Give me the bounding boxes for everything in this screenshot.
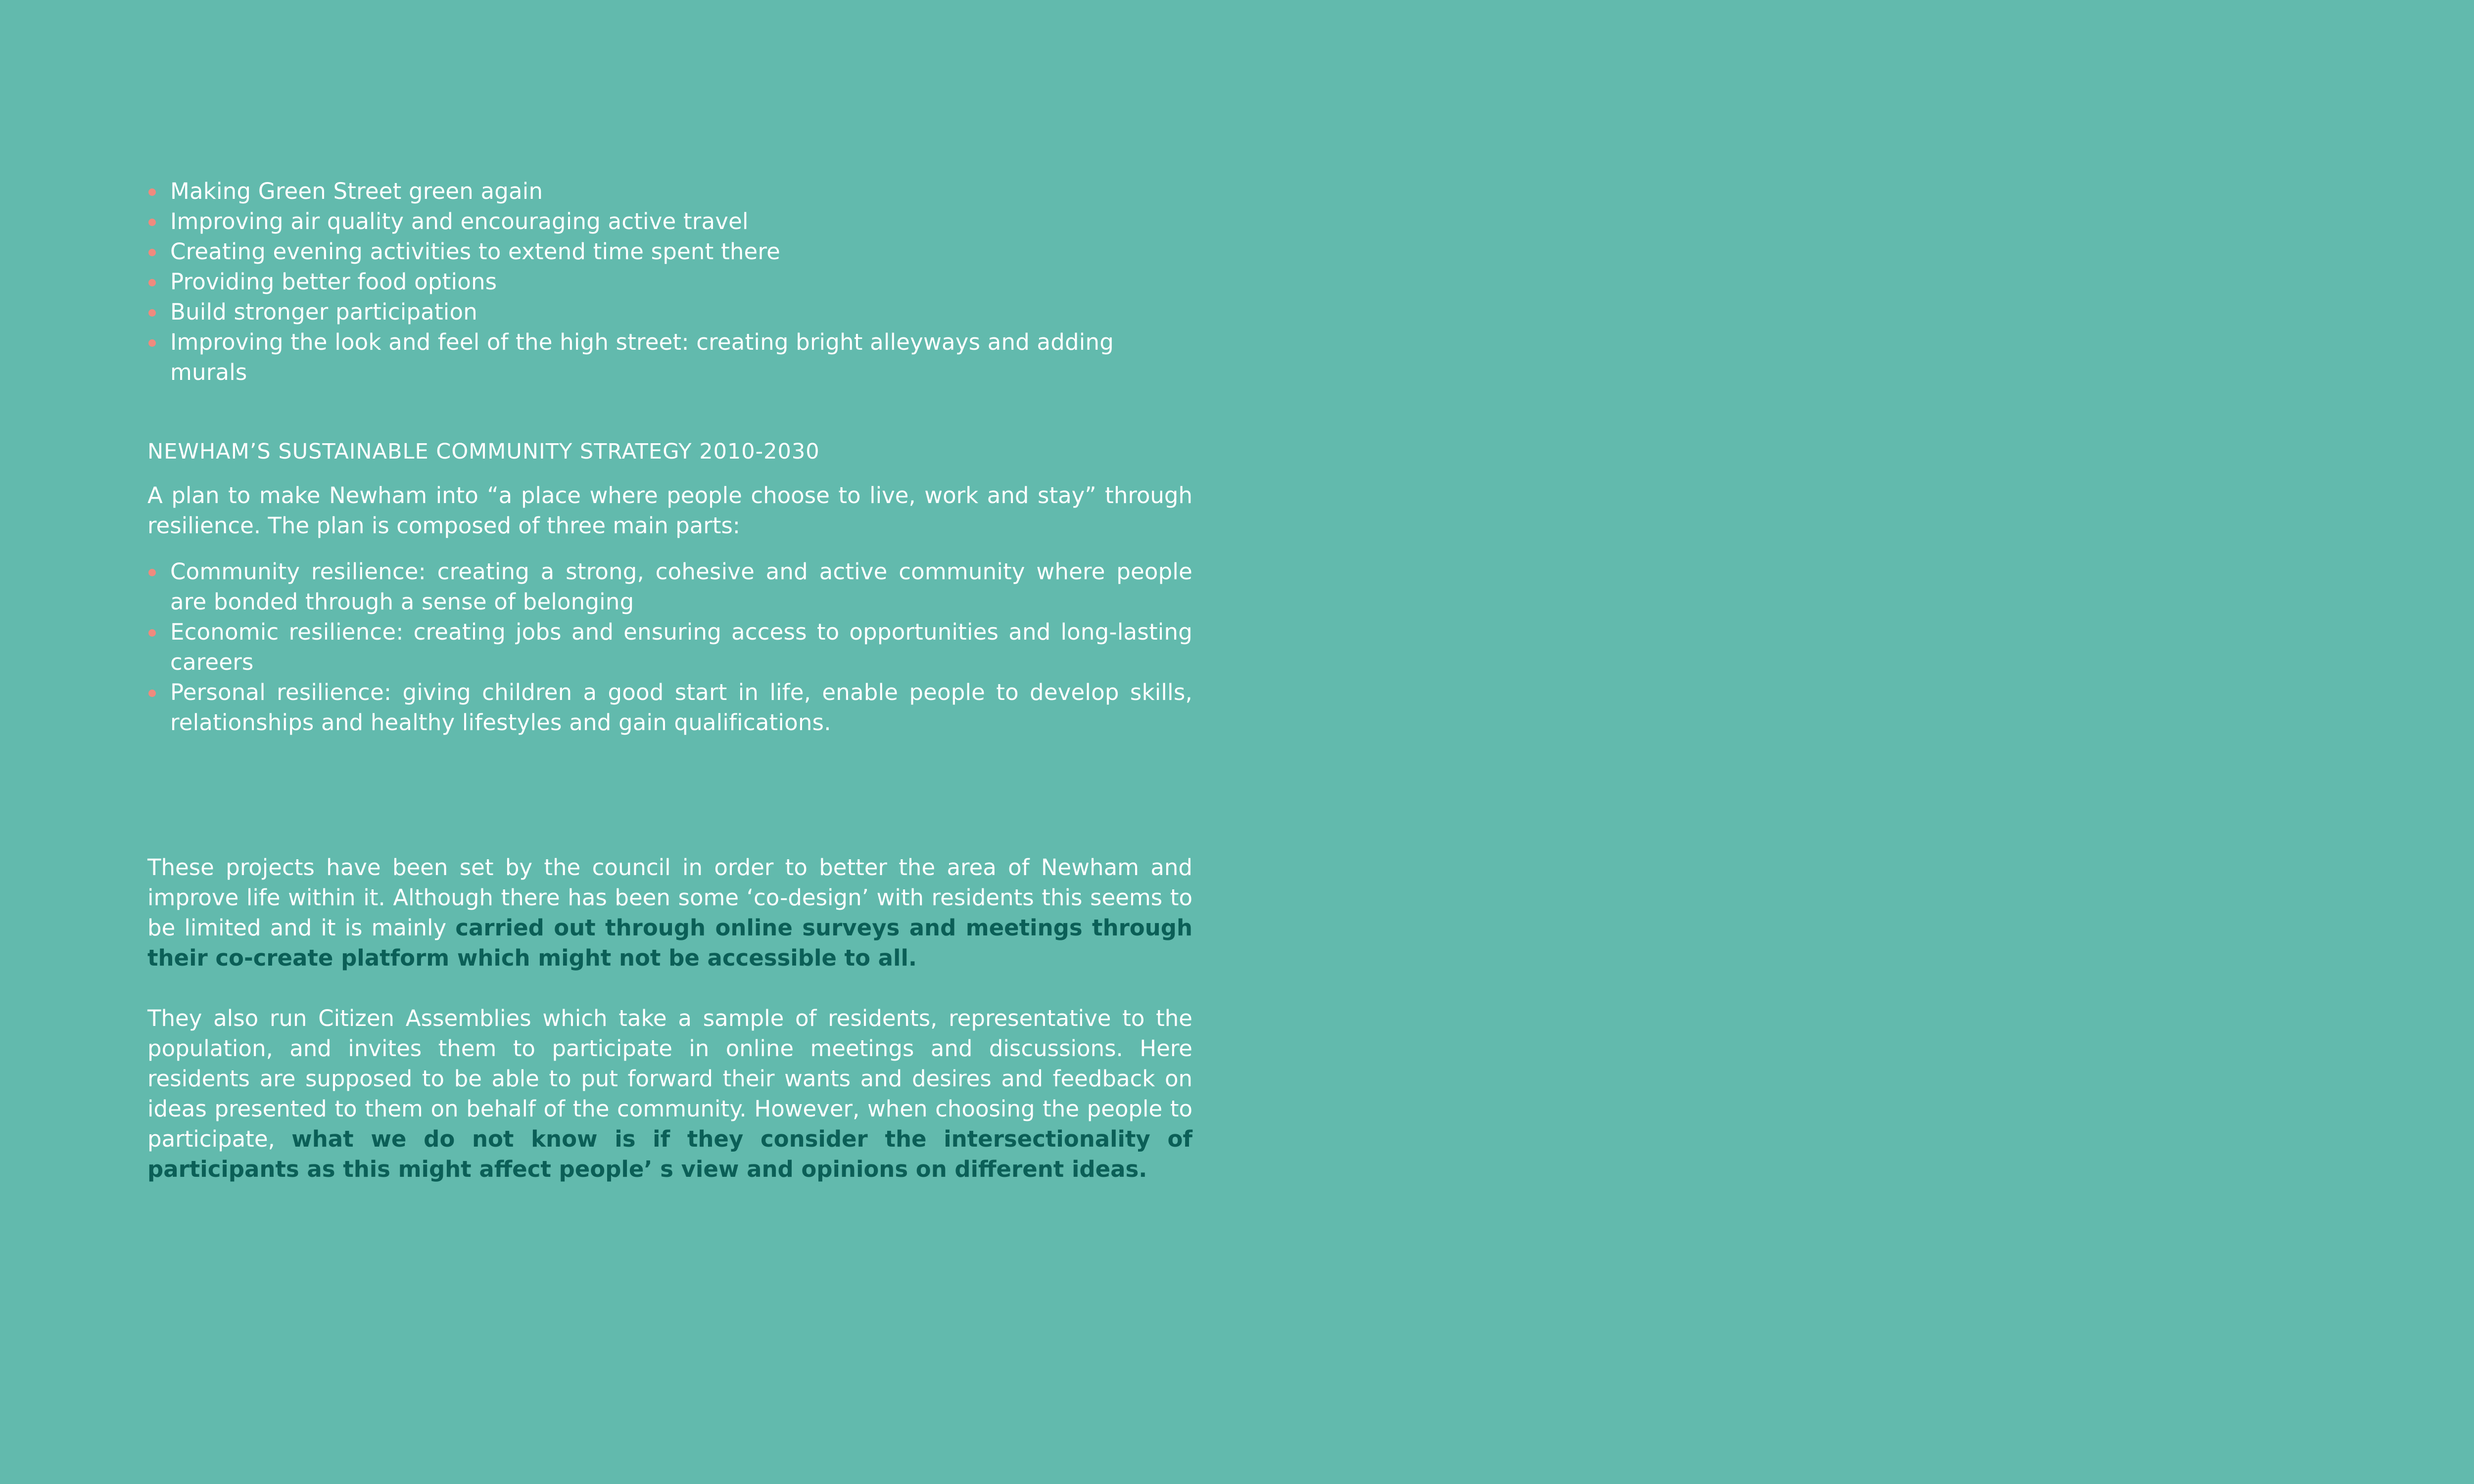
strategy-intro: A plan to make Newham into “a place where people choose to live, work and stay” through resilience. The plan is composed of three main parts: — [147, 482, 1192, 539]
bullet-icon — [148, 690, 156, 697]
list-item-text: Providing better food options — [170, 269, 497, 295]
list-item-text: Making Green Street green again — [170, 178, 543, 204]
list-item — [147, 236, 1192, 267]
document-content — [147, 176, 1192, 1184]
projects-paragraph — [147, 852, 1192, 973]
list-item — [147, 267, 1192, 297]
list-item — [147, 297, 1192, 327]
list-item-text: Improving the look and feel of the high street: creating bright alleyways and adding murals — [170, 329, 1114, 385]
bullet-icon — [148, 309, 156, 317]
list-item-text: Build stronger participation — [170, 299, 477, 325]
list-item — [147, 327, 1192, 387]
projects-paragraph-emphasis: carried out through online surveys and meetings through their co-create platform which might not be accessible to all. — [147, 915, 1192, 971]
bullet-icon — [148, 629, 156, 637]
strategy-heading: NEWHAM’S SUSTAINABLE COMMUNITY STRATEGY 2010-2030 — [147, 439, 820, 464]
bullet-icon — [148, 339, 156, 347]
list-item — [147, 176, 1192, 206]
list-item — [147, 617, 1192, 677]
assemblies-paragraph-text: They also run Citizen Assemblies which take a sample of residents, representative to the population, and invites them to participate in online meetings and discussions. Here residents are supposed to be able to put forward their wants and desires and feedback on ideas presented to them on behalf of the community. However, when choosing the people to participate, — [147, 1005, 1192, 1152]
list-item-text: Community resilience: creating a strong, cohesive and active community where people are bonded through a sense of belonging — [170, 558, 1192, 615]
list-item-text: Personal resilience: giving children a good start in life, enable people to develop skills, relationships and healthy lifestyles and gain qualifications. — [170, 679, 1192, 736]
list-item — [147, 677, 1192, 738]
list-item-text: Improving air quality and encouraging active travel — [170, 208, 749, 234]
strategy-parts-list — [147, 556, 1192, 738]
list-item — [147, 206, 1192, 236]
assemblies-paragraph — [147, 1003, 1192, 1184]
bullet-icon — [148, 219, 156, 226]
list-item-text: Economic resilience: creating jobs and ensuring access to opportunities and long-lasting careers — [170, 619, 1192, 675]
list-item-text: Creating evening activities to extend time spent there — [170, 238, 781, 265]
bullet-icon — [148, 279, 156, 286]
bullet-icon — [148, 249, 156, 256]
bullet-icon — [148, 188, 156, 196]
bullet-icon — [148, 569, 156, 576]
projects-list — [147, 176, 1192, 387]
assemblies-paragraph-emphasis: what we do not know is if they consider the intersectionality of participants as this might affect people’ s view and opinions on different ideas. — [147, 1126, 1193, 1182]
projects-paragraph-text: These projects have been set by the council in order to better the area of Newham and improve life within it. Although there has been some ‘co-design’ with residents this seems to be limited and it is mainly — [147, 854, 1192, 941]
list-item — [147, 556, 1192, 617]
